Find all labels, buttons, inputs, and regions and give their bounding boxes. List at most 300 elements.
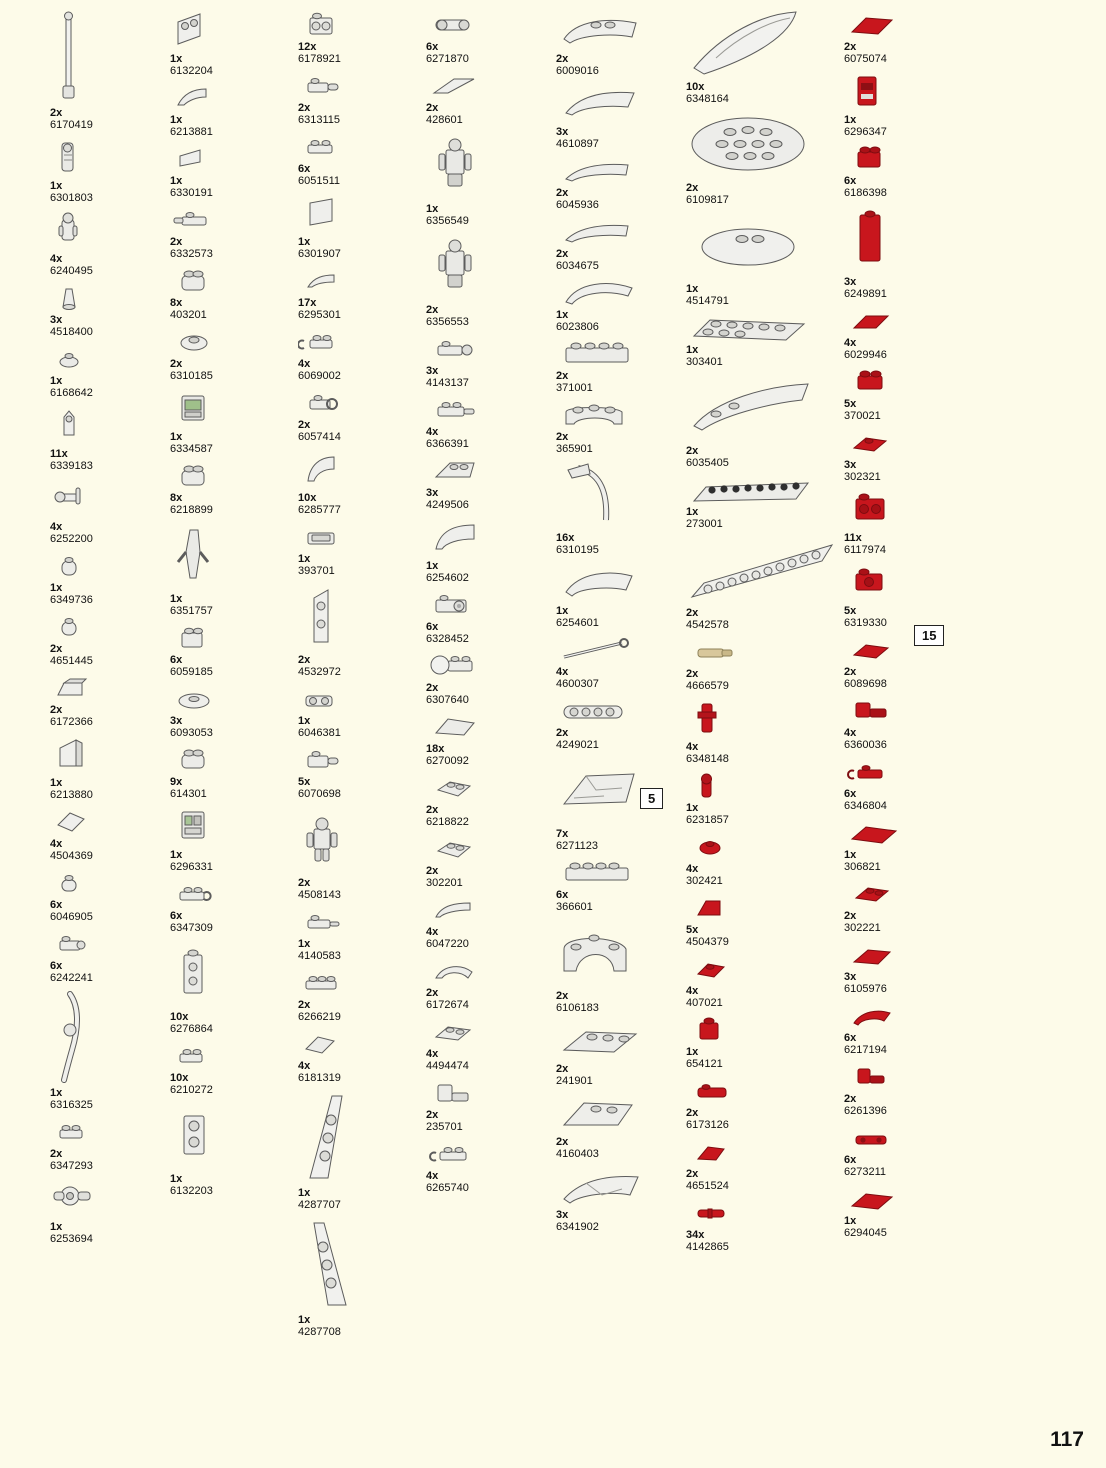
part-image-wedge-plate-red bbox=[844, 940, 964, 970]
part-qty: 4x bbox=[844, 727, 857, 739]
part-id: 6347293 bbox=[50, 1160, 93, 1172]
part-item bbox=[298, 388, 426, 444]
part-image-plate-2x4-red bbox=[844, 818, 964, 848]
part-item bbox=[170, 83, 298, 139]
part-qty: 10x bbox=[170, 1072, 189, 1084]
part-qty: 1x bbox=[686, 283, 699, 295]
part-image-brick-with-pin bbox=[298, 745, 426, 775]
part-qty: 4x bbox=[50, 521, 63, 533]
part-item bbox=[298, 266, 426, 322]
part-image-technic-pin-tan bbox=[686, 637, 844, 667]
part-item bbox=[686, 212, 844, 308]
part-item bbox=[426, 712, 556, 768]
part-image-plate-with-pin bbox=[50, 929, 170, 959]
part-id: 365901 bbox=[556, 443, 593, 455]
part-item bbox=[50, 1178, 170, 1246]
part-image-technic-beam-long bbox=[686, 475, 844, 505]
part-item bbox=[426, 1139, 556, 1195]
part-image-wedge-plate-left bbox=[298, 1090, 426, 1186]
part-image-wedge-plate-wide bbox=[556, 1020, 686, 1062]
part-id: 4249021 bbox=[556, 739, 599, 751]
part-item bbox=[426, 456, 556, 512]
part-qty: 1x bbox=[50, 777, 63, 789]
part-qty: 4x bbox=[686, 985, 699, 997]
part-id: 6295301 bbox=[298, 309, 341, 321]
part-id: 6348148 bbox=[686, 753, 729, 765]
part-image-minifig-torso bbox=[426, 132, 556, 202]
part-qty: 2x bbox=[298, 654, 311, 666]
part-item bbox=[50, 1117, 170, 1173]
part-image-wedge-slope bbox=[50, 673, 170, 703]
part-item bbox=[170, 388, 298, 456]
part-qty: 2x bbox=[686, 668, 699, 680]
part-item bbox=[170, 205, 298, 261]
part-qty: 7x bbox=[556, 828, 569, 840]
part-qty: 6x bbox=[844, 1032, 857, 1044]
part-image-slope-long bbox=[556, 1093, 686, 1135]
part-image-plate-with-clip bbox=[170, 879, 298, 909]
part-qty: 6x bbox=[50, 960, 63, 972]
part-image-curved-slope bbox=[298, 266, 426, 296]
part-image-plate-with-handle bbox=[170, 1041, 298, 1071]
part-image-brick-red bbox=[686, 1015, 844, 1045]
part-id: 6132203 bbox=[170, 1185, 213, 1197]
part-id: 4666579 bbox=[686, 680, 729, 692]
part-id: 6271870 bbox=[426, 53, 469, 65]
part-item bbox=[844, 940, 964, 996]
part-id: 6294045 bbox=[844, 1227, 887, 1239]
part-qty: 1x bbox=[298, 553, 311, 565]
part-qty: 2x bbox=[170, 358, 183, 370]
part-id: 6351757 bbox=[170, 605, 213, 617]
part-image-round-brick-2x2 bbox=[170, 461, 298, 491]
part-image-bracket bbox=[426, 1078, 556, 1108]
part-image-panel-red bbox=[844, 205, 964, 275]
part-id: 6266219 bbox=[298, 1011, 341, 1023]
part-qty: 18x bbox=[426, 743, 445, 755]
part-item bbox=[556, 1020, 686, 1088]
part-qty: 1x bbox=[298, 1187, 311, 1199]
part-item bbox=[556, 635, 686, 691]
part-qty: 1x bbox=[170, 431, 183, 443]
part-item bbox=[170, 522, 298, 618]
part-qty: 4x bbox=[426, 1170, 439, 1182]
part-id: 6075074 bbox=[844, 53, 887, 65]
part-item bbox=[686, 954, 844, 1010]
part-qty: 1x bbox=[686, 344, 699, 356]
part-id: 4494474 bbox=[426, 1060, 469, 1072]
part-qty: 4x bbox=[298, 358, 311, 370]
part-qty: 4x bbox=[556, 666, 569, 678]
column-6 bbox=[686, 10, 844, 1344]
part-item bbox=[556, 400, 686, 456]
part-qty: 5x bbox=[844, 605, 857, 617]
part-item bbox=[50, 612, 170, 668]
part-id: 6045936 bbox=[556, 199, 599, 211]
part-qty: 3x bbox=[50, 314, 63, 326]
step-callout-5: 5 bbox=[640, 788, 663, 809]
part-item bbox=[844, 489, 964, 557]
part-qty: 2x bbox=[426, 1109, 439, 1121]
part-qty: 5x bbox=[686, 924, 699, 936]
part-image-plate-2x8 bbox=[686, 313, 844, 343]
part-image-brick-1x2 bbox=[170, 623, 298, 653]
part-image-arch-brick bbox=[556, 400, 686, 430]
part-id: 6089698 bbox=[844, 678, 887, 690]
part-qty: 2x bbox=[556, 990, 569, 1002]
column-4 bbox=[426, 10, 556, 1344]
part-item bbox=[50, 734, 170, 802]
part-qty: 1x bbox=[686, 802, 699, 814]
part-image-antenna bbox=[50, 10, 170, 106]
part-item bbox=[170, 1102, 298, 1198]
part-item bbox=[50, 990, 170, 1112]
part-qty: 1x bbox=[556, 309, 569, 321]
part-id: 6316325 bbox=[50, 1099, 93, 1111]
part-qty: 4x bbox=[298, 1060, 311, 1072]
part-image-brick-with-arch bbox=[556, 339, 686, 369]
part-image-brick-with-hole bbox=[426, 590, 556, 620]
part-qty: 2x bbox=[686, 1107, 699, 1119]
part-image-brick-1x2-red bbox=[844, 367, 964, 397]
part-id: 4504379 bbox=[686, 936, 729, 948]
part-image-hinge-plate bbox=[298, 522, 426, 552]
part-item bbox=[426, 590, 556, 646]
part-id: 6218822 bbox=[426, 816, 469, 828]
part-item bbox=[686, 832, 844, 888]
part-qty: 4x bbox=[686, 741, 699, 753]
part-id: 6093053 bbox=[170, 727, 213, 739]
part-item bbox=[686, 1198, 844, 1254]
part-image-brick-printed-red bbox=[844, 71, 964, 113]
part-item bbox=[298, 522, 426, 578]
part-qty: 2x bbox=[50, 704, 63, 716]
part-qty: 1x bbox=[298, 938, 311, 950]
part-qty: 1x bbox=[170, 114, 183, 126]
part-id: 6254602 bbox=[426, 572, 469, 584]
part-qty: 2x bbox=[844, 41, 857, 53]
part-item bbox=[50, 344, 170, 400]
part-image-slope-red bbox=[686, 893, 844, 923]
part-id: 6035405 bbox=[686, 457, 729, 469]
part-id: 6296347 bbox=[844, 126, 887, 138]
part-qty: 2x bbox=[50, 1148, 63, 1160]
part-qty: 2x bbox=[844, 666, 857, 678]
part-qty: 4x bbox=[686, 863, 699, 875]
part-id: 407021 bbox=[686, 997, 723, 1009]
part-id: 6310185 bbox=[170, 370, 213, 382]
part-id: 4600307 bbox=[556, 678, 599, 690]
part-item bbox=[426, 1078, 556, 1134]
part-qty: 1x bbox=[170, 53, 183, 65]
part-id: 6070698 bbox=[298, 788, 341, 800]
part-item bbox=[298, 806, 426, 902]
part-image-brick-1x2-red bbox=[844, 144, 964, 174]
part-id: 6334587 bbox=[170, 443, 213, 455]
part-qty: 6x bbox=[170, 654, 183, 666]
part-image-curved-slope-wide bbox=[426, 517, 556, 559]
part-image-wedge-plate bbox=[50, 807, 170, 837]
part-item bbox=[426, 71, 556, 127]
part-item bbox=[426, 956, 556, 1012]
part-image-round-brick bbox=[50, 612, 170, 642]
part-id: 6046905 bbox=[50, 911, 93, 923]
part-id: 4140583 bbox=[298, 950, 341, 962]
part-id: 366601 bbox=[556, 901, 593, 913]
part-item bbox=[556, 461, 686, 557]
part-qty: 1x bbox=[844, 114, 857, 126]
part-image-wedge-nose bbox=[556, 10, 686, 52]
part-id: 6051511 bbox=[298, 175, 341, 187]
part-image-round-plate bbox=[50, 344, 170, 374]
part-id: 6328452 bbox=[426, 633, 469, 645]
part-item bbox=[426, 132, 556, 228]
part-id: 6029946 bbox=[844, 349, 887, 361]
part-id: 6366391 bbox=[426, 438, 469, 450]
part-id: 273001 bbox=[686, 518, 723, 530]
part-qty: 5x bbox=[844, 398, 857, 410]
part-image-printed-brick bbox=[170, 388, 298, 430]
part-id: 6261396 bbox=[844, 1105, 887, 1117]
part-id: 6047220 bbox=[426, 938, 469, 950]
part-id: 6172366 bbox=[50, 716, 93, 728]
part-qty: 6x bbox=[426, 41, 439, 53]
part-item bbox=[844, 562, 964, 630]
part-item bbox=[556, 217, 686, 273]
part-qty: 3x bbox=[844, 276, 857, 288]
part-qty: 2x bbox=[844, 910, 857, 922]
part-item bbox=[298, 583, 426, 679]
part-item bbox=[426, 233, 556, 329]
part-image-round-plate-2x2 bbox=[170, 327, 298, 357]
part-id: 6330191 bbox=[170, 187, 213, 199]
part-item bbox=[556, 1093, 686, 1161]
part-id: 6356553 bbox=[426, 316, 469, 328]
part-qty: 1x bbox=[50, 1087, 63, 1099]
part-id: 6332573 bbox=[170, 248, 213, 260]
part-item bbox=[426, 895, 556, 951]
part-item bbox=[844, 1001, 964, 1057]
part-id: 6069002 bbox=[298, 370, 341, 382]
part-item bbox=[170, 879, 298, 935]
part-qty: 2x bbox=[50, 107, 63, 119]
part-qty: 1x bbox=[844, 849, 857, 861]
part-id: 6034675 bbox=[556, 260, 599, 272]
part-item bbox=[686, 771, 844, 827]
part-id: 6173126 bbox=[686, 1119, 729, 1131]
column-2 bbox=[170, 10, 298, 1344]
part-image-technic-pin-red bbox=[686, 1198, 844, 1228]
part-image-round-brick bbox=[50, 551, 170, 581]
part-qty: 3x bbox=[844, 971, 857, 983]
part-qty: 1x bbox=[426, 560, 439, 572]
part-qty: 6x bbox=[170, 910, 183, 922]
part-image-curved-bar bbox=[556, 461, 686, 531]
part-image-plate-with-clip-red bbox=[844, 757, 964, 787]
part-id: 6265740 bbox=[426, 1182, 469, 1194]
part-qty: 2x bbox=[298, 419, 311, 431]
part-item bbox=[686, 313, 844, 369]
part-item bbox=[170, 266, 298, 322]
part-qty: 10x bbox=[298, 492, 317, 504]
part-id: 6271123 bbox=[556, 840, 599, 852]
part-image-wedge-plate bbox=[426, 456, 556, 486]
part-id: 6213881 bbox=[170, 126, 213, 138]
part-id: 6109817 bbox=[686, 194, 729, 206]
part-id: 6307640 bbox=[426, 694, 469, 706]
part-image-printed-panel bbox=[170, 806, 298, 848]
part-qty: 10x bbox=[170, 1011, 189, 1023]
part-item bbox=[50, 10, 170, 132]
part-image-plate-with-bar bbox=[170, 205, 298, 235]
part-item bbox=[556, 562, 686, 630]
part-id: 6339183 bbox=[50, 460, 93, 472]
part-id: 6356549 bbox=[426, 215, 469, 227]
part-qty: 2x bbox=[426, 804, 439, 816]
part-qty: 3x bbox=[426, 487, 439, 499]
part-qty: 6x bbox=[844, 788, 857, 800]
part-image-plate-red bbox=[844, 635, 964, 665]
part-item bbox=[298, 1090, 426, 1212]
part-qty: 2x bbox=[556, 727, 569, 739]
part-id: 371001 bbox=[556, 382, 593, 394]
part-item bbox=[686, 536, 844, 632]
part-qty: 2x bbox=[686, 445, 699, 457]
part-qty: 16x bbox=[556, 532, 575, 544]
part-image-slope-red bbox=[686, 1137, 844, 1167]
part-image-technic-beam-15 bbox=[686, 536, 844, 606]
part-id: 6273211 bbox=[844, 1166, 887, 1178]
part-id: 6240495 bbox=[50, 265, 93, 277]
part-image-arch-piece bbox=[426, 956, 556, 986]
part-qty: 2x bbox=[556, 187, 569, 199]
part-qty: 1x bbox=[170, 593, 183, 605]
part-id: 241901 bbox=[556, 1075, 593, 1087]
part-id: 4532972 bbox=[298, 666, 341, 678]
part-id: 4160403 bbox=[556, 1148, 599, 1160]
part-image-brick-with-studs bbox=[170, 940, 298, 1010]
part-qty: 2x bbox=[426, 987, 439, 999]
part-item bbox=[556, 278, 686, 334]
part-image-technic-connector-red bbox=[686, 771, 844, 801]
part-image-clip-piece bbox=[50, 405, 170, 447]
part-image-bar-holder bbox=[50, 478, 170, 520]
part-item bbox=[50, 210, 170, 278]
part-qty: 4x bbox=[426, 926, 439, 938]
part-id: 303401 bbox=[686, 356, 723, 368]
part-item bbox=[686, 1137, 844, 1193]
part-id: 6178921 bbox=[298, 53, 341, 65]
part-qty: 12x bbox=[298, 41, 317, 53]
part-qty: 1x bbox=[298, 1314, 311, 1326]
part-image-plate-1x4 bbox=[298, 968, 426, 998]
column-7 bbox=[844, 10, 964, 1344]
part-image-wedge-plate-red bbox=[844, 1184, 964, 1214]
part-qty: 6x bbox=[298, 163, 311, 175]
column-3 bbox=[298, 10, 426, 1344]
part-id: 4249506 bbox=[426, 499, 469, 511]
part-image-bracket-red bbox=[844, 696, 964, 726]
part-item bbox=[844, 757, 964, 813]
part-id: 235701 bbox=[426, 1121, 463, 1133]
part-id: 6313115 bbox=[298, 114, 341, 126]
part-item bbox=[844, 879, 964, 935]
part-image-wedge-plate-right bbox=[298, 1217, 426, 1313]
part-qty: 1x bbox=[298, 236, 311, 248]
part-image-panel bbox=[298, 193, 426, 235]
part-image-technic-piece bbox=[298, 684, 426, 714]
part-image-plate-with-ring bbox=[298, 388, 426, 418]
part-item bbox=[844, 1123, 964, 1179]
part-qty: 6x bbox=[844, 175, 857, 187]
part-item bbox=[844, 428, 964, 484]
part-item bbox=[426, 1017, 556, 1073]
part-image-plate-1x2 bbox=[298, 132, 426, 162]
part-qty: 2x bbox=[298, 877, 311, 889]
part-qty: 4x bbox=[426, 426, 439, 438]
part-image-round-dish bbox=[170, 684, 298, 714]
part-item bbox=[170, 1041, 298, 1097]
part-id: 6213880 bbox=[50, 789, 93, 801]
part-id: 6253694 bbox=[50, 1233, 93, 1245]
part-id: 4542578 bbox=[686, 619, 729, 631]
part-item bbox=[426, 10, 556, 66]
part-image-plate-2x2 bbox=[426, 773, 556, 803]
part-id: 4508143 bbox=[298, 889, 341, 901]
part-qty: 1x bbox=[170, 175, 183, 187]
part-id: 6057414 bbox=[298, 431, 341, 443]
part-id: 6296331 bbox=[170, 861, 213, 873]
part-item bbox=[50, 551, 170, 607]
part-image-round-dish-large bbox=[686, 111, 844, 181]
part-id: 6023806 bbox=[556, 321, 599, 333]
part-image-plate-red bbox=[844, 428, 964, 458]
part-id: 6009016 bbox=[556, 65, 599, 77]
part-image-brick-1x6 bbox=[556, 858, 686, 888]
part-item bbox=[298, 684, 426, 740]
part-qty: 6x bbox=[844, 1154, 857, 1166]
part-image-minifig-accessory bbox=[50, 137, 170, 179]
part-image-plate-with-dome bbox=[426, 651, 556, 681]
part-id: 4504369 bbox=[50, 850, 93, 862]
part-qty: 3x bbox=[556, 126, 569, 138]
part-id: 6301907 bbox=[298, 248, 341, 260]
part-item bbox=[426, 334, 556, 390]
part-qty: 2x bbox=[50, 643, 63, 655]
part-qty: 8x bbox=[170, 492, 183, 504]
part-qty: 2x bbox=[298, 102, 311, 114]
part-image-round-brick-2x2 bbox=[170, 745, 298, 775]
part-item bbox=[686, 637, 844, 693]
part-image-wedge-complex bbox=[556, 757, 686, 827]
part-id: 6105976 bbox=[844, 983, 887, 995]
part-image-wedge-slope bbox=[426, 71, 556, 101]
part-image-curved-slope bbox=[556, 217, 686, 247]
part-item bbox=[844, 306, 964, 362]
part-id: 6276864 bbox=[170, 1023, 213, 1035]
part-image-bracket-red bbox=[844, 1062, 964, 1092]
part-qty: 4x bbox=[426, 1048, 439, 1060]
part-id: 6319330 bbox=[844, 617, 887, 629]
part-item bbox=[556, 1166, 686, 1234]
part-qty: 4x bbox=[50, 838, 63, 850]
part-id: 6046381 bbox=[298, 727, 341, 739]
part-qty: 11x bbox=[50, 448, 68, 460]
part-id: 306821 bbox=[844, 861, 881, 873]
part-image-small-figure bbox=[50, 210, 170, 252]
part-qty: 1x bbox=[50, 1221, 63, 1233]
part-qty: 1x bbox=[50, 582, 63, 594]
